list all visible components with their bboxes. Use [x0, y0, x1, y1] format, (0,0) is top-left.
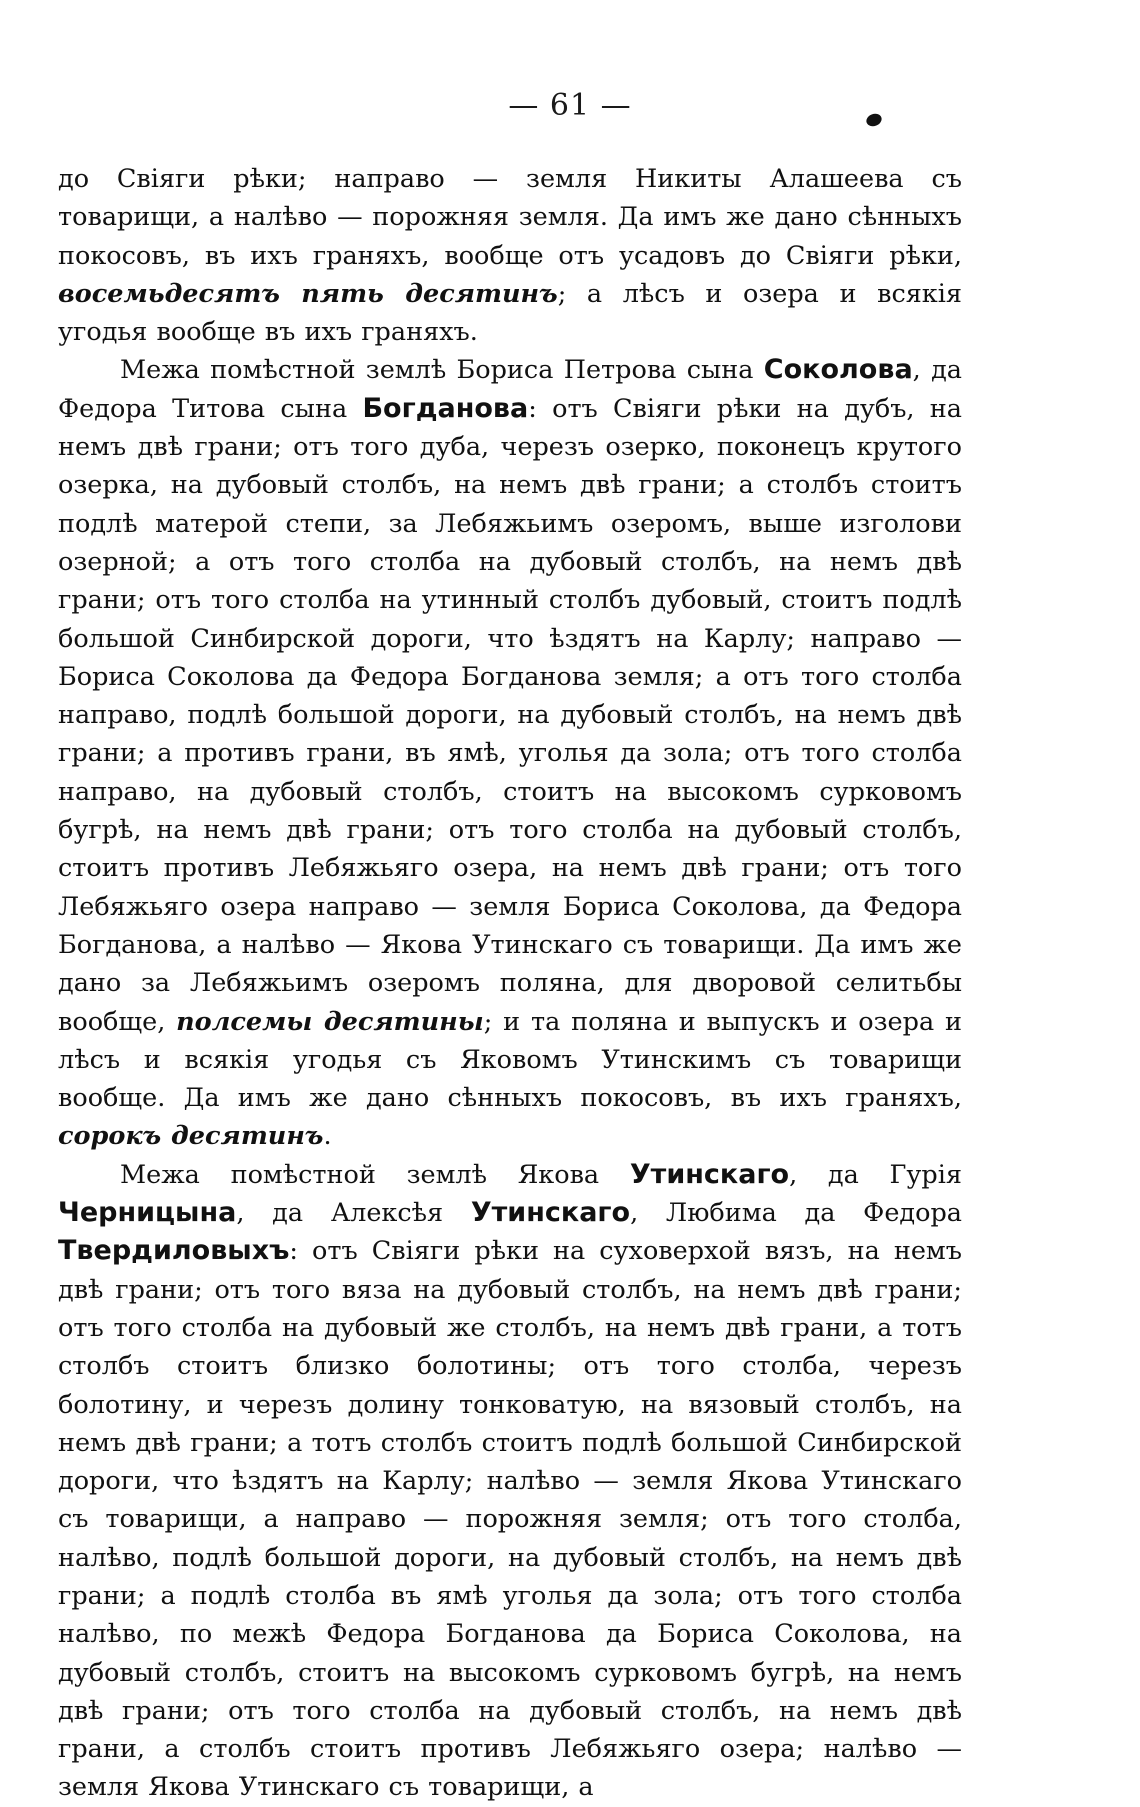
italic-quantity: полсемы десятины [176, 1006, 484, 1037]
paragraph [58, 160, 962, 351]
italic-quantity: восемьдесятъ пять десятинъ [58, 278, 558, 309]
page-number: — 61 — [508, 88, 632, 123]
text-segment: ; а лѣсъ и озера и всякія угодья вообще въ ихъ граняхъ. [58, 278, 962, 348]
text-segment: , да Алексѣя [236, 1198, 471, 1229]
text-segment: , да Федора Титова сына [58, 355, 962, 424]
bold-name: Богданова [362, 392, 529, 424]
text-segment: Межа помѣстной землѣ Бориса Петрова сына [120, 355, 764, 386]
text-segment: : отъ Свіяги рѣки на дубъ, на немъ двѣ грани; отъ того дуба, черезъ озерко, поконецъ крутого озерка, на дубовый столбъ, на немъ двѣ грани; а столбъ стоитъ подлѣ матерой степи, за Лебяжьимъ озеромъ, выше изголови озерной; а отъ того столба на дубовый столбъ, на немъ двѣ грани; отъ того столба на утинный столбъ дубовый, стоитъ подлѣ большой Синбирской дороги, что ѣздятъ на Карлу; направо — Бориса Соколова да Федора Богданова земля; а отъ того столба направо, подлѣ большой дороги, на дубовый столбъ, на немъ двѣ грани; а противъ грани, въ ямѣ, уголья да зола; отъ того столба направо, на дубовый столбъ, стоитъ на высокомъ сурковомъ бугрѣ, на немъ двѣ грани; отъ того столба на дубовый столбъ, стоитъ противъ Лебяжьяго озера, на немъ двѣ грани; отъ того Лебяжьяго озера направо — земля Бориса Соколова, да Федора Богданова, а налѣво — Якова Утинскаго съ товарищи. Да имъ же дано за Лебяжьимъ озеромъ поляна, для дворовой селитьбы вообще, [58, 393, 963, 1037]
paragraph [58, 351, 962, 1155]
bold-name: Утинскаго [629, 1158, 790, 1190]
bold-name: Черницына [58, 1197, 237, 1229]
body-text [58, 160, 962, 1807]
text-segment: до Свіяги рѣки; направо — земля Никиты Алашеева съ товарищи, а налѣво — порожняя земля. Да имъ же дано сѣнныхъ покосовъ, въ ихъ граняхъ, вообще отъ усадовъ до Свіяги рѣки, [58, 164, 962, 271]
text-segment: Межа помѣстной землѣ Якова [120, 1159, 630, 1190]
paragraph [58, 1156, 962, 1807]
bold-name: Соколова [763, 354, 913, 386]
bold-name: Твердиловыхъ [58, 1235, 290, 1267]
text-segment: ; и та поляна и выпускъ и озера и лѣсъ и всякія угодья съ Яковомъ Утинскимъ съ товарищи вообще. Да имъ же дано сѣнныхъ покосовъ, въ ихъ граняхъ, [58, 1006, 962, 1114]
text-segment: , да Гурія [789, 1159, 962, 1190]
italic-quantity: сорокъ десятинъ [58, 1121, 324, 1152]
bold-name: Утинскаго [470, 1197, 631, 1229]
text-segment: , Любима да Федора [630, 1198, 962, 1229]
text-segment: . [323, 1121, 332, 1152]
text-segment: : отъ Свіяги рѣки на суховерхой вязъ, на немъ двѣ грани; отъ того вяза на дубовый столбъ, на немъ двѣ грани; отъ того столба на дубовый же столбъ, на немъ двѣ грани, а тотъ столбъ стоитъ близко болотины; отъ того столба, черезъ болотину, и черезъ долину тонковатую, на вязовый столбъ, на немъ двѣ грани; а тотъ столбъ стоитъ подлѣ большой Синбирской дороги, что ѣздятъ на Карлу; налѣво — земля Якова Утинскаго съ товарищи, а направо — порожняя земля; отъ того столба, налѣво, подлѣ большой дороги, на дубовый столбъ, на немъ двѣ грани; а подлѣ столба въ ямѣ уголья да зола; отъ того столба налѣво, по межѣ Федора Богданова да Бориса Соколова, на дубовый столбъ, стоитъ на высокомъ сурковомъ бугрѣ, на немъ двѣ грани; отъ того столба на дубовый столбъ, на немъ двѣ грани, а столбъ стоитъ противъ Лебяжьяго озера; налѣво — земля Якова Утинскаго съ товарищи, а [58, 1236, 962, 1803]
